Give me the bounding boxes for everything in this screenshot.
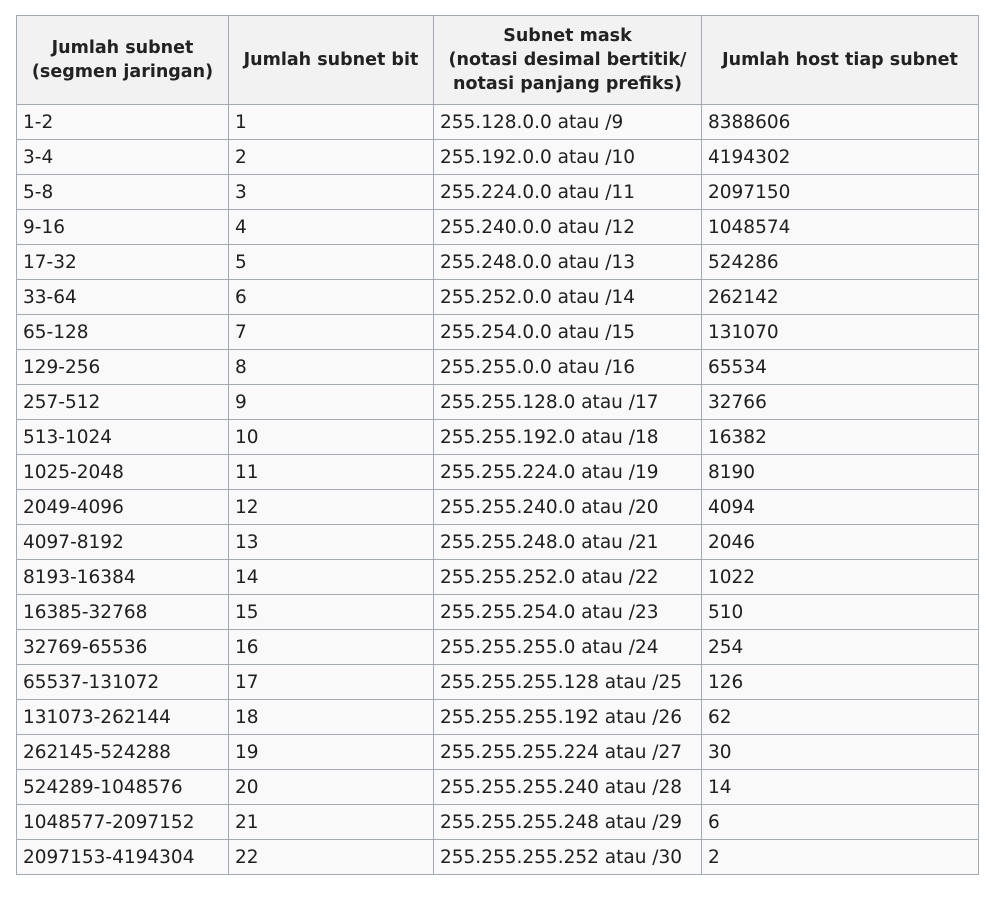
table-row [17,735,979,770]
cell-host-count: 1048574 [702,210,979,245]
header-subnet-mask [434,16,702,105]
cell-subnet-mask: 255.255.252.0 atau /22 [434,560,702,595]
table-row [17,770,979,805]
cell-jumlah-subnet: 1048577-2097152 [17,805,229,840]
cell-subnet-mask: 255.255.255.128 atau /25 [434,665,702,700]
table-row [17,105,979,140]
cell-jumlah-subnet: 33-64 [17,280,229,315]
cell-jumlah-subnet: 17-32 [17,245,229,280]
table-row [17,630,979,665]
table-row [17,840,979,875]
cell-jumlah-subnet: 2049-4096 [17,490,229,525]
cell-jumlah-subnet: 8193-16384 [17,560,229,595]
cell-host-count: 1022 [702,560,979,595]
table-row [17,385,979,420]
cell-subnet-mask: 255.248.0.0 atau /13 [434,245,702,280]
subnet-table-container [16,15,978,875]
cell-host-count: 2 [702,840,979,875]
cell-host-count: 30 [702,735,979,770]
cell-host-count: 62 [702,700,979,735]
cell-jumlah-subnet: 257-512 [17,385,229,420]
cell-jumlah-subnet: 1025-2048 [17,455,229,490]
cell-subnet-mask: 255.255.255.192 atau /26 [434,700,702,735]
cell-subnet-mask: 255.255.128.0 atau /17 [434,385,702,420]
cell-subnet-bit: 14 [229,560,434,595]
cell-subnet-bit: 7 [229,315,434,350]
header-jumlah-subnet [17,16,229,105]
cell-subnet-mask: 255.255.240.0 atau /20 [434,490,702,525]
header-line: Jumlah host tiap subnet [722,50,958,70]
cell-subnet-mask: 255.252.0.0 atau /14 [434,280,702,315]
cell-subnet-bit: 5 [229,245,434,280]
header-line: Jumlah subnet [51,38,194,58]
cell-host-count: 131070 [702,315,979,350]
cell-subnet-bit: 16 [229,630,434,665]
cell-subnet-bit: 17 [229,665,434,700]
table-row [17,350,979,385]
table-body [17,105,979,875]
table-row [17,210,979,245]
cell-host-count: 65534 [702,350,979,385]
cell-subnet-bit: 13 [229,525,434,560]
cell-subnet-mask: 255.255.255.248 atau /29 [434,805,702,840]
cell-subnet-mask: 255.128.0.0 atau /9 [434,105,702,140]
table-row [17,175,979,210]
cell-host-count: 524286 [702,245,979,280]
cell-jumlah-subnet: 5-8 [17,175,229,210]
cell-subnet-mask: 255.255.192.0 atau /18 [434,420,702,455]
cell-subnet-bit: 21 [229,805,434,840]
header-line: Jumlah subnet bit [243,50,419,70]
cell-jumlah-subnet: 32769-65536 [17,630,229,665]
cell-subnet-mask: 255.192.0.0 atau /10 [434,140,702,175]
cell-host-count: 16382 [702,420,979,455]
cell-subnet-mask: 255.224.0.0 atau /11 [434,175,702,210]
header-line: (segmen jaringan) [31,62,214,82]
cell-subnet-mask: 255.255.255.240 atau /28 [434,770,702,805]
cell-subnet-mask: 255.255.254.0 atau /23 [434,595,702,630]
table-row [17,525,979,560]
table-row [17,455,979,490]
cell-subnet-bit: 20 [229,770,434,805]
cell-host-count: 262142 [702,280,979,315]
cell-subnet-mask: 255.255.255.252 atau /30 [434,840,702,875]
cell-subnet-mask: 255.255.248.0 atau /21 [434,525,702,560]
subnet-table [16,15,979,875]
header-line: Subnet mask [503,26,632,46]
cell-jumlah-subnet: 16385-32768 [17,595,229,630]
cell-jumlah-subnet: 65-128 [17,315,229,350]
table-row [17,805,979,840]
cell-host-count: 32766 [702,385,979,420]
cell-jumlah-subnet: 129-256 [17,350,229,385]
cell-subnet-bit: 10 [229,420,434,455]
cell-subnet-bit: 22 [229,840,434,875]
cell-jumlah-subnet: 1-2 [17,105,229,140]
table-header [17,16,979,105]
table-row [17,560,979,595]
cell-host-count: 126 [702,665,979,700]
cell-subnet-mask: 255.255.0.0 atau /16 [434,350,702,385]
header-row [17,16,979,105]
cell-jumlah-subnet: 9-16 [17,210,229,245]
cell-host-count: 4194302 [702,140,979,175]
cell-subnet-mask: 255.254.0.0 atau /15 [434,315,702,350]
cell-subnet-bit: 6 [229,280,434,315]
cell-subnet-bit: 1 [229,105,434,140]
cell-host-count: 2097150 [702,175,979,210]
table-row [17,700,979,735]
cell-subnet-bit: 3 [229,175,434,210]
table-row [17,280,979,315]
cell-host-count: 8190 [702,455,979,490]
header-line: notasi panjang prefiks) [453,74,682,94]
cell-subnet-bit: 15 [229,595,434,630]
cell-subnet-bit: 9 [229,385,434,420]
table-row [17,490,979,525]
cell-host-count: 6 [702,805,979,840]
cell-jumlah-subnet: 2097153-4194304 [17,840,229,875]
table-row [17,420,979,455]
table-row [17,595,979,630]
cell-subnet-bit: 18 [229,700,434,735]
header-line: (notasi desimal bertitik/ [448,50,687,70]
cell-subnet-mask: 255.255.224.0 atau /19 [434,455,702,490]
cell-subnet-mask: 255.255.255.224 atau /27 [434,735,702,770]
cell-host-count: 254 [702,630,979,665]
cell-subnet-mask: 255.255.255.0 atau /24 [434,630,702,665]
cell-jumlah-subnet: 524289-1048576 [17,770,229,805]
header-jumlah-subnet-bit [229,16,434,105]
table-row [17,315,979,350]
cell-subnet-bit: 11 [229,455,434,490]
cell-subnet-bit: 12 [229,490,434,525]
cell-jumlah-subnet: 513-1024 [17,420,229,455]
cell-subnet-mask: 255.240.0.0 atau /12 [434,210,702,245]
cell-jumlah-subnet: 65537-131072 [17,665,229,700]
cell-jumlah-subnet: 262145-524288 [17,735,229,770]
cell-host-count: 2046 [702,525,979,560]
cell-host-count: 4094 [702,490,979,525]
cell-subnet-bit: 4 [229,210,434,245]
cell-subnet-bit: 19 [229,735,434,770]
cell-host-count: 14 [702,770,979,805]
cell-subnet-bit: 8 [229,350,434,385]
cell-host-count: 510 [702,595,979,630]
cell-jumlah-subnet: 131073-262144 [17,700,229,735]
cell-subnet-bit: 2 [229,140,434,175]
table-row [17,665,979,700]
cell-jumlah-subnet: 4097-8192 [17,525,229,560]
header-jumlah-host [702,16,979,105]
cell-host-count: 8388606 [702,105,979,140]
table-row [17,140,979,175]
table-row [17,245,979,280]
cell-jumlah-subnet: 3-4 [17,140,229,175]
